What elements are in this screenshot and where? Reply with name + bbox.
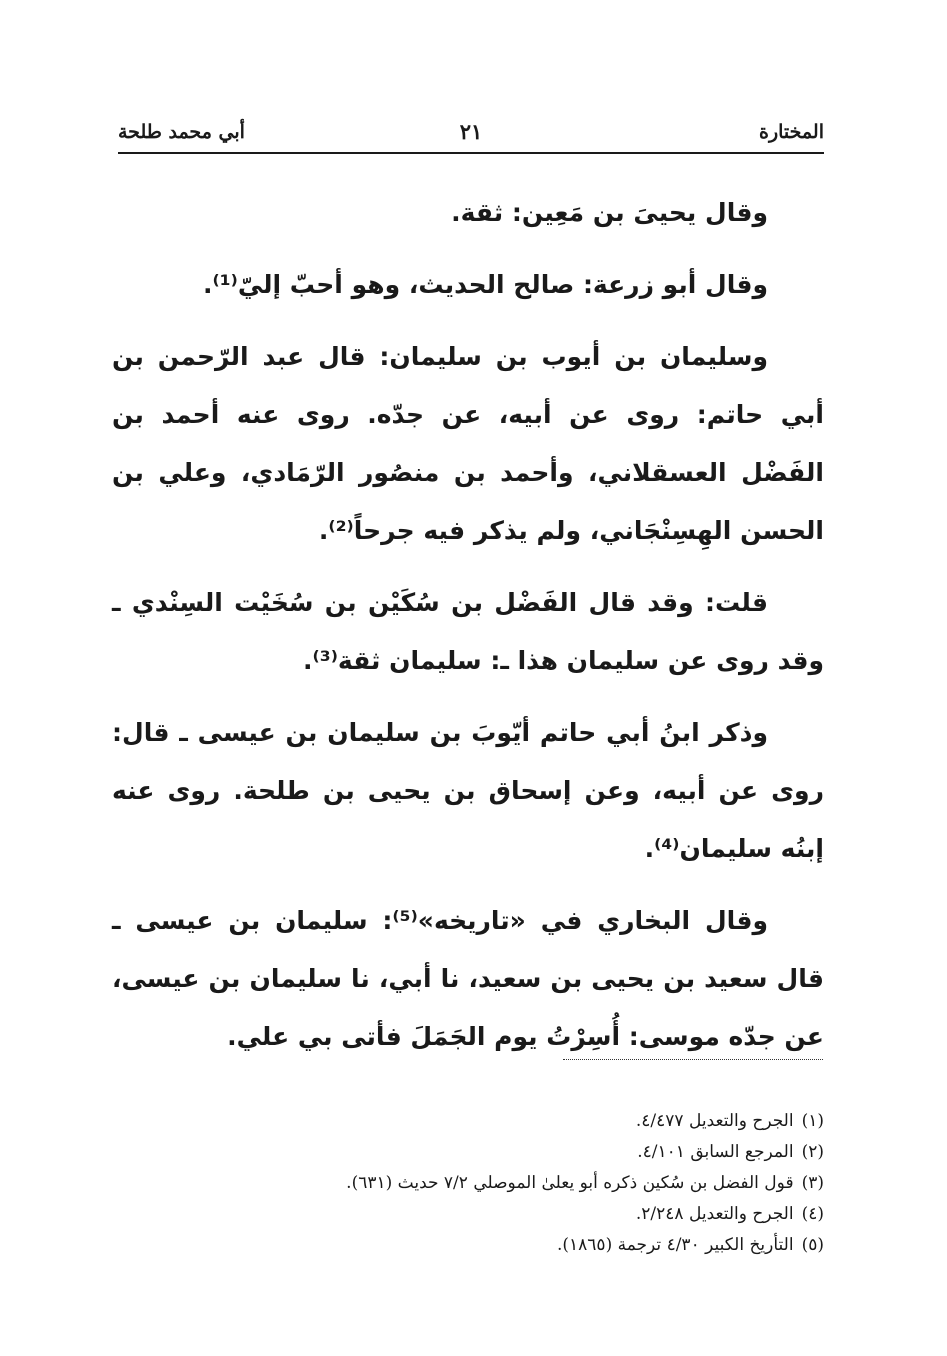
paragraph: وقال البخاري في «تاريخه»⁽⁵⁾: سليمان بن عيسى ـ قال سعيد بن يحيى بن سعيد، نا أبي، نا سليمان بن عيسى، عن جدّه موسى: أُسِرْتُ يوم الجَمَلَ فأتى بي علي. (112, 906, 824, 1051)
footnote-item (200, 1106, 824, 1137)
footnotes (200, 1106, 824, 1261)
footnote-text: الجرح والتعديل ٤/٤٧٧. (635, 1111, 794, 1131)
footnote-text: التأريخ الكبير ٤/٣٠ ترجمة (١٨٦٥). (556, 1235, 794, 1255)
paragraph: قلت: وقد قال الفَضْل بن سُكَيْن بن سُخَيْت السِنْدي ـ وقد روى عن سليمان هذا ـ: سليمان ثقة⁽³⁾. (112, 588, 824, 675)
footnote-text: قول الفضل بن سُكين ذكره أبو يعلىٰ الموصلي ٧/٢ حديث (٦٣١). (346, 1173, 794, 1193)
footnote-number: (٤) (801, 1204, 824, 1224)
footnote-item (200, 1168, 824, 1199)
footnote-item (200, 1137, 824, 1168)
paragraph: وقال أبو زرعة: صالح الحديث، وهو أحبّ إليّ⁽¹⁾. (203, 270, 768, 299)
footnote-text: الجرح والتعديل ٢/٢٤٨. (635, 1204, 794, 1224)
running-header (118, 112, 824, 152)
footnote-item (200, 1230, 824, 1261)
footnote-number: (٥) (801, 1235, 824, 1255)
footnote-number: (٢) (801, 1142, 824, 1162)
page-number: ٢١ (459, 119, 483, 144)
footnote-divider (563, 1059, 823, 1060)
footnote-item (200, 1199, 824, 1230)
header-section-title: أبي محمد طلحة (118, 121, 245, 143)
paragraph: وسليمان بن أيوب بن سليمان: قال عبد الرّحمن بن أبي حاتم: روى عن أبيه، عن جدّه. روى عنه أحمد بن الفَضْل العسقلاني، وأحمد بن منصُور الرّمَادي، وعلي بن الحسن الهِسِنْجَاني، ولم يذكر فيه جرحاً⁽²⁾. (112, 342, 824, 545)
header-book-title: المختارة (759, 121, 824, 143)
header-divider (118, 152, 824, 154)
footnote-text: المرجع السابق ٤/١٠١. (637, 1142, 794, 1162)
footnote-number: (٣) (801, 1173, 824, 1193)
paragraph: وقال يحيىَ بن مَعِين: ثقة. (451, 198, 768, 227)
footnote-number: (١) (801, 1111, 824, 1131)
main-text (112, 184, 824, 1080)
paragraph: وذكر ابنُ أبي حاتم أيّوبَ بن سليمان بن عيسى ـ قال: روى عن أبيه، وعن إسحاق بن يحيى بن طلحة. روى عنه إبنُه سليمان⁽⁴⁾. (112, 718, 824, 863)
